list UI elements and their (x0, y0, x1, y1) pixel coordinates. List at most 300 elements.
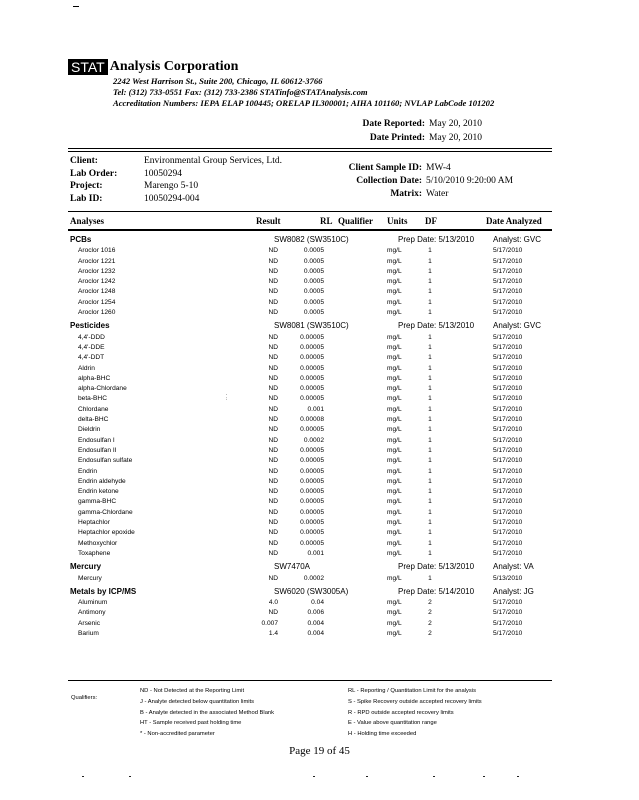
rl-value: 0.00005 (300, 498, 324, 506)
rl-value: 0.04 (311, 599, 324, 607)
date-analyzed-value: 5/17/2010 (493, 333, 523, 341)
date-analyzed-value: 5/17/2010 (493, 374, 523, 382)
section-header (0, 322, 639, 332)
df-value: 1 (428, 333, 432, 341)
table-row (0, 574, 639, 584)
df-value: 1 (428, 488, 432, 496)
collection-date-value: 5/10/2010 9:20:00 AM (426, 176, 514, 186)
rl-value: 0.00005 (300, 519, 324, 527)
analyte-name: Aroclor 1242 (78, 278, 116, 286)
table-row (0, 298, 639, 308)
units-value: mg/L (387, 426, 402, 434)
table-row (0, 364, 639, 374)
df-value: 2 (428, 619, 432, 627)
table-row (0, 549, 639, 559)
date-analyzed-value: 5/17/2010 (493, 539, 523, 547)
table-row (0, 619, 639, 629)
rl-value: 0.00005 (300, 354, 324, 362)
units-value: mg/L (387, 609, 402, 617)
col-date-analyzed: Date Analyzed (486, 216, 542, 226)
table-row (0, 539, 639, 549)
table-row (0, 384, 639, 394)
result-value: ND (268, 354, 278, 362)
result-value: ND (268, 508, 278, 516)
rl-value: 0.00005 (300, 364, 324, 372)
date-analyzed-value: 5/17/2010 (493, 629, 523, 637)
accreditation-numbers: Accreditation Numbers: IEPA ELAP 100445; ORELAP IL300001; AIHA 101160; NVLAP LabCode 101202 (113, 98, 495, 108)
rl-value: 0.0005 (303, 288, 324, 296)
company-contact: Tel: (312) 733-0551 Fax: (312) 733-2386 STATinfo@STATAnalysis.com (113, 87, 368, 97)
table-row (0, 308, 639, 318)
qualifier-b: B - Analyte detected in the associated Method Blank (140, 709, 275, 716)
analyte-name: Barium (78, 629, 99, 637)
result-value: ND (268, 247, 278, 255)
date-printed-label: Date Printed: (369, 133, 425, 143)
analyte-name: Endosulfan I (78, 436, 115, 444)
date-analyzed-value: 5/17/2010 (493, 416, 523, 424)
analyte-name: Heptachlor epoxide (78, 529, 135, 537)
analyte-name: Aroclor 1254 (78, 298, 116, 306)
rl-value: 0.00005 (300, 395, 324, 403)
result-value: 1.4 (268, 629, 278, 637)
letterhead (68, 58, 238, 76)
rl-value: 0.006 (307, 609, 324, 617)
result-value: ND (268, 288, 278, 296)
rl-value: 0.004 (307, 629, 324, 637)
result-value: ND (268, 405, 278, 413)
df-value: 1 (428, 364, 432, 372)
units-value: mg/L (387, 574, 402, 582)
df-value: 1 (428, 519, 432, 527)
results-table (0, 236, 639, 639)
scan-dot (82, 776, 84, 777)
scan-dot (129, 776, 131, 777)
units-value: mg/L (387, 364, 402, 372)
qualifier-h: H - Holding time exceeded (348, 731, 417, 738)
analyte-name: Heptachlor (78, 519, 110, 527)
col-units: Units (387, 216, 408, 226)
section-method: SW7470A (274, 562, 311, 572)
df-value: 1 (428, 574, 432, 582)
df-value: 1 (428, 508, 432, 516)
qualifier-s: S - Spike Recovery outside accepted recovery limits (348, 698, 482, 705)
rl-value: 0.0005 (303, 309, 324, 317)
table-row (0, 456, 639, 466)
analyte-name: Endrin (78, 467, 98, 475)
table-row (0, 343, 639, 353)
df-value: 1 (428, 374, 432, 382)
date-analyzed-value: 5/13/2010 (493, 574, 523, 582)
section-header (0, 588, 639, 598)
analyte-name: alpha-BHC (78, 374, 111, 382)
table-row (0, 333, 639, 343)
date-analyzed-value: 5/17/2010 (493, 457, 523, 465)
rl-value: 0.004 (307, 619, 324, 627)
qualifier-ht: HT - Sample received past holding time (140, 720, 242, 727)
date-analyzed-value: 5/17/2010 (493, 426, 523, 434)
df-value: 2 (428, 629, 432, 637)
df-value: 1 (428, 298, 432, 306)
table-row (0, 267, 639, 277)
table-row (0, 629, 639, 639)
rl-value: 0.00008 (300, 416, 324, 424)
date-printed-value: May 20, 2010 (429, 133, 483, 143)
date-analyzed-value: 5/17/2010 (493, 278, 523, 286)
col-result: Result (256, 216, 281, 226)
units-value: mg/L (387, 343, 402, 351)
rl-value: 0.0005 (303, 247, 324, 255)
df-value: 1 (428, 539, 432, 547)
collection-date-label: Collection Date: (356, 176, 422, 186)
scan-dot (366, 776, 368, 777)
result-value: ND (268, 609, 278, 617)
divider (68, 151, 552, 152)
units-value: mg/L (387, 354, 402, 362)
units-value: mg/L (387, 405, 402, 413)
units-value: mg/L (387, 629, 402, 637)
result-value: ND (268, 374, 278, 382)
rl-value: 0.00005 (300, 467, 324, 475)
analyte-name: Methoxychlor (78, 539, 118, 547)
df-value: 2 (428, 599, 432, 607)
qualifiers-title: Qualifiers: (71, 695, 98, 701)
scan-dot (483, 776, 485, 777)
units-value: mg/L (387, 247, 402, 255)
section-method: SW6020 (SW3005A) (274, 586, 349, 596)
units-value: mg/L (387, 267, 402, 275)
company-name: Analysis Corporation (109, 59, 239, 75)
table-row (0, 374, 639, 384)
units-value: mg/L (387, 467, 402, 475)
units-value: mg/L (387, 498, 402, 506)
analyte-name: delta-BHC (78, 416, 109, 424)
divider (68, 211, 552, 212)
rl-value: 0.00005 (300, 457, 324, 465)
result-value: ND (268, 498, 278, 506)
table-row (0, 518, 639, 528)
df-value: 2 (428, 609, 432, 617)
date-analyzed-value: 5/17/2010 (493, 288, 523, 296)
analyte-name: Mercury (78, 574, 102, 582)
units-value: mg/L (387, 457, 402, 465)
date-analyzed-value: 5/17/2010 (493, 364, 523, 372)
result-value: ND (268, 457, 278, 465)
scan-dot (433, 776, 435, 777)
df-value: 1 (428, 267, 432, 275)
df-value: 1 (428, 343, 432, 351)
matrix-label: Matrix: (390, 189, 422, 199)
client-sample-id-value: MW-4 (426, 163, 451, 173)
units-value: mg/L (387, 549, 402, 557)
df-value: 1 (428, 405, 432, 413)
table-row (0, 528, 639, 538)
df-value: 1 (428, 257, 432, 265)
units-value: mg/L (387, 309, 402, 317)
date-analyzed-value: 5/17/2010 (493, 247, 523, 255)
rl-value: 0.00005 (300, 333, 324, 341)
qualifier-r: R - RPD outside accepted recovery limits (348, 709, 454, 716)
lab-order-value: 10050294 (144, 168, 182, 179)
table-row (0, 277, 639, 287)
analyte-name: gamma-BHC (78, 498, 117, 506)
date-analyzed-value: 5/17/2010 (493, 488, 523, 496)
table-row (0, 598, 639, 608)
result-value: ND (268, 257, 278, 265)
result-value: ND (268, 267, 278, 275)
rl-value: 0.00005 (300, 477, 324, 485)
rl-value: 0.00005 (300, 385, 324, 393)
section-name: PCBs (70, 235, 92, 244)
qualifier-nd: ND - Not Detected at the Reporting Limit (140, 688, 245, 694)
df-value: 1 (428, 446, 432, 454)
rl-value: 0.00005 (300, 488, 324, 496)
analyte-name: Aroclor 1221 (78, 257, 116, 265)
result-value: ND (268, 416, 278, 424)
table-row (0, 467, 639, 477)
analyte-name: 4,4'-DDD (78, 333, 105, 341)
result-value: ND (268, 467, 278, 475)
analyte-name: Aroclor 1232 (78, 267, 116, 275)
rl-value: 0.0002 (303, 574, 324, 582)
df-value: 1 (428, 529, 432, 537)
date-analyzed-value: 5/17/2010 (493, 599, 523, 607)
section-prep-date: Prep Date: 5/14/2010 (398, 586, 475, 596)
df-value: 1 (428, 477, 432, 485)
units-value: mg/L (387, 395, 402, 403)
lab-id-label: Lab ID: (70, 193, 103, 204)
section-method: SW8081 (SW3510C) (274, 321, 349, 331)
units-value: mg/L (387, 278, 402, 286)
units-value: mg/L (387, 446, 402, 454)
result-value: ND (268, 309, 278, 317)
scan-dot (313, 776, 315, 777)
section-analyst: Analyst: JG (493, 586, 534, 596)
analyte-name: beta-BHC (78, 395, 107, 403)
qualifier-e: E - Value above quantitation range (348, 720, 437, 727)
analyte-name: gamma-Chlordane (78, 508, 133, 516)
section-name: Pesticides (70, 321, 110, 331)
date-analyzed-value: 5/17/2010 (493, 436, 523, 444)
col-df: DF (425, 216, 437, 226)
analyte-name: Aroclor 1016 (78, 247, 116, 255)
scan-specks: . : (226, 392, 228, 402)
date-analyzed-value: 5/17/2010 (493, 257, 523, 265)
company-address: 2242 West Harrison St., Suite 200, Chicago, IL 60612-3766 (113, 76, 323, 86)
table-row (0, 425, 639, 435)
client-sample-id-label: Client Sample ID: (348, 163, 422, 173)
date-analyzed-value: 5/17/2010 (493, 354, 523, 362)
section-name: Metals by ICP/MS (70, 586, 137, 596)
units-value: mg/L (387, 599, 402, 607)
date-analyzed-value: 5/17/2010 (493, 267, 523, 275)
rl-value: 0.0005 (303, 257, 324, 265)
result-value: ND (268, 395, 278, 403)
result-value: ND (268, 519, 278, 527)
qualifier-rl: RL - Reporting / Quantitation Limit for the analysis (348, 688, 477, 694)
client-label: Client: (70, 156, 98, 166)
date-analyzed-value: 5/17/2010 (493, 405, 523, 413)
result-value: ND (268, 426, 278, 434)
table-row (0, 353, 639, 363)
section-prep-date: Prep Date: 5/13/2010 (398, 321, 475, 331)
analyte-name: Arsenic (78, 619, 100, 627)
date-analyzed-value: 5/17/2010 (493, 498, 523, 506)
date-analyzed-value: 5/17/2010 (493, 467, 523, 475)
result-value: ND (268, 488, 278, 496)
units-value: mg/L (387, 519, 402, 527)
result-value: ND (268, 298, 278, 306)
section-prep-date: Prep Date: 5/13/2010 (398, 235, 475, 244)
col-analyses: Analyses (70, 216, 105, 226)
header-divider (68, 229, 552, 231)
analyte-name: Aluminum (78, 599, 108, 607)
table-row (0, 287, 639, 297)
df-value: 1 (428, 309, 432, 317)
units-value: mg/L (387, 619, 402, 627)
table-row (0, 487, 639, 497)
scan-mark (73, 6, 79, 7)
result-value: ND (268, 477, 278, 485)
analyte-name: Antimony (78, 609, 106, 617)
analyte-name: 4,4'-DDE (78, 343, 105, 351)
df-value: 1 (428, 385, 432, 393)
sample-info-right (300, 162, 560, 201)
result-value: ND (268, 549, 278, 557)
analyte-name: Aroclor 1260 (78, 309, 116, 317)
df-value: 1 (428, 436, 432, 444)
date-analyzed-value: 5/17/2010 (493, 395, 523, 403)
date-analyzed-value: 5/17/2010 (493, 477, 523, 485)
df-value: 1 (428, 467, 432, 475)
table-row (0, 608, 639, 618)
qualifier-j: J - Analyte detected below quantitation limits (140, 698, 255, 705)
date-analyzed-value: 5/17/2010 (493, 309, 523, 317)
df-value: 1 (428, 416, 432, 424)
units-value: mg/L (387, 488, 402, 496)
date-reported-value: May 20, 2010 (429, 119, 483, 129)
analyte-name: Endosulfan sulfate (78, 457, 133, 465)
rl-value: 0.00005 (300, 426, 324, 434)
section-analyst: Analyst: GVC (493, 235, 542, 244)
result-value: ND (268, 436, 278, 444)
analyte-name: Aroclor 1248 (78, 288, 116, 296)
rl-value: 0.001 (307, 549, 324, 557)
analyte-name: Chlordane (78, 405, 109, 413)
analyte-name: Endosulfan II (78, 446, 117, 454)
rl-value: 0.0005 (303, 298, 324, 306)
df-value: 1 (428, 498, 432, 506)
date-analyzed-value: 5/17/2010 (493, 343, 523, 351)
rl-value: 0.001 (307, 405, 324, 413)
df-value: 1 (428, 247, 432, 255)
table-row (0, 508, 639, 518)
rl-value: 0.00005 (300, 343, 324, 351)
divider (68, 680, 552, 681)
analyte-name: Aldrin (78, 364, 95, 372)
rl-value: 0.00005 (300, 529, 324, 537)
date-analyzed-value: 5/17/2010 (493, 298, 523, 306)
col-rl: RL (320, 216, 333, 226)
date-analyzed-value: 5/17/2010 (493, 549, 523, 557)
section-analyst: Analyst: GVC (493, 321, 542, 331)
rl-value: 0.00005 (300, 508, 324, 516)
df-value: 1 (428, 549, 432, 557)
result-value: 0.007 (261, 619, 278, 627)
lab-id-value: 10050294-004 (144, 193, 200, 204)
divider (68, 148, 552, 149)
column-headers (70, 216, 550, 228)
table-row (0, 436, 639, 446)
result-value: ND (268, 539, 278, 547)
table-row (0, 257, 639, 267)
date-reported-label: Date Reported: (362, 119, 425, 129)
result-value: 4.0 (268, 599, 278, 607)
table-row (0, 394, 639, 404)
rl-value: 0.0005 (303, 278, 324, 286)
table-row (0, 246, 639, 256)
date-analyzed-value: 5/17/2010 (493, 619, 523, 627)
analyte-name: Endrin ketone (78, 488, 119, 496)
sample-info-left (70, 155, 282, 205)
section-header (0, 236, 639, 246)
result-value: ND (268, 385, 278, 393)
matrix-value: Water (426, 189, 449, 199)
col-qualifier: Qualifier (338, 216, 373, 226)
units-value: mg/L (387, 385, 402, 393)
table-row (0, 446, 639, 456)
table-row (0, 405, 639, 415)
section-header (0, 563, 639, 573)
units-value: mg/L (387, 288, 402, 296)
page-number: Page 19 of 45 (289, 745, 350, 757)
project-label: Project: (70, 181, 103, 191)
units-value: mg/L (387, 333, 402, 341)
rl-value: 0.0002 (303, 436, 324, 444)
section-analyst: Analyst: VA (493, 562, 534, 572)
date-analyzed-value: 5/17/2010 (493, 529, 523, 537)
report-dates (300, 117, 560, 145)
units-value: mg/L (387, 416, 402, 424)
lab-order-label: Lab Order: (70, 168, 118, 179)
rl-value: 0.0005 (303, 267, 324, 275)
units-value: mg/L (387, 539, 402, 547)
result-value: ND (268, 364, 278, 372)
qualifier-star: * - Non-accredited parameter (140, 731, 215, 738)
result-value: ND (268, 343, 278, 351)
df-value: 1 (428, 457, 432, 465)
section-prep-date: Prep Date: 5/13/2010 (398, 562, 475, 572)
company-logo: STAT (68, 59, 108, 75)
date-analyzed-value: 5/17/2010 (493, 508, 523, 516)
scan-dot (517, 776, 519, 777)
date-analyzed-value: 5/17/2010 (493, 519, 523, 527)
analyte-name: Dieldrin (78, 426, 101, 434)
df-value: 1 (428, 354, 432, 362)
df-value: 1 (428, 288, 432, 296)
units-value: mg/L (387, 529, 402, 537)
project-value: Marengo 5-10 (144, 181, 199, 191)
table-row (0, 497, 639, 507)
result-value: ND (268, 446, 278, 454)
date-analyzed-value: 5/17/2010 (493, 385, 523, 393)
df-value: 1 (428, 426, 432, 434)
analyte-name: Endrin aldehyde (78, 477, 126, 485)
units-value: mg/L (387, 508, 402, 516)
analyte-name: 4,4'-DDT (78, 354, 105, 362)
units-value: mg/L (387, 477, 402, 485)
table-row (0, 415, 639, 425)
result-value: ND (268, 529, 278, 537)
